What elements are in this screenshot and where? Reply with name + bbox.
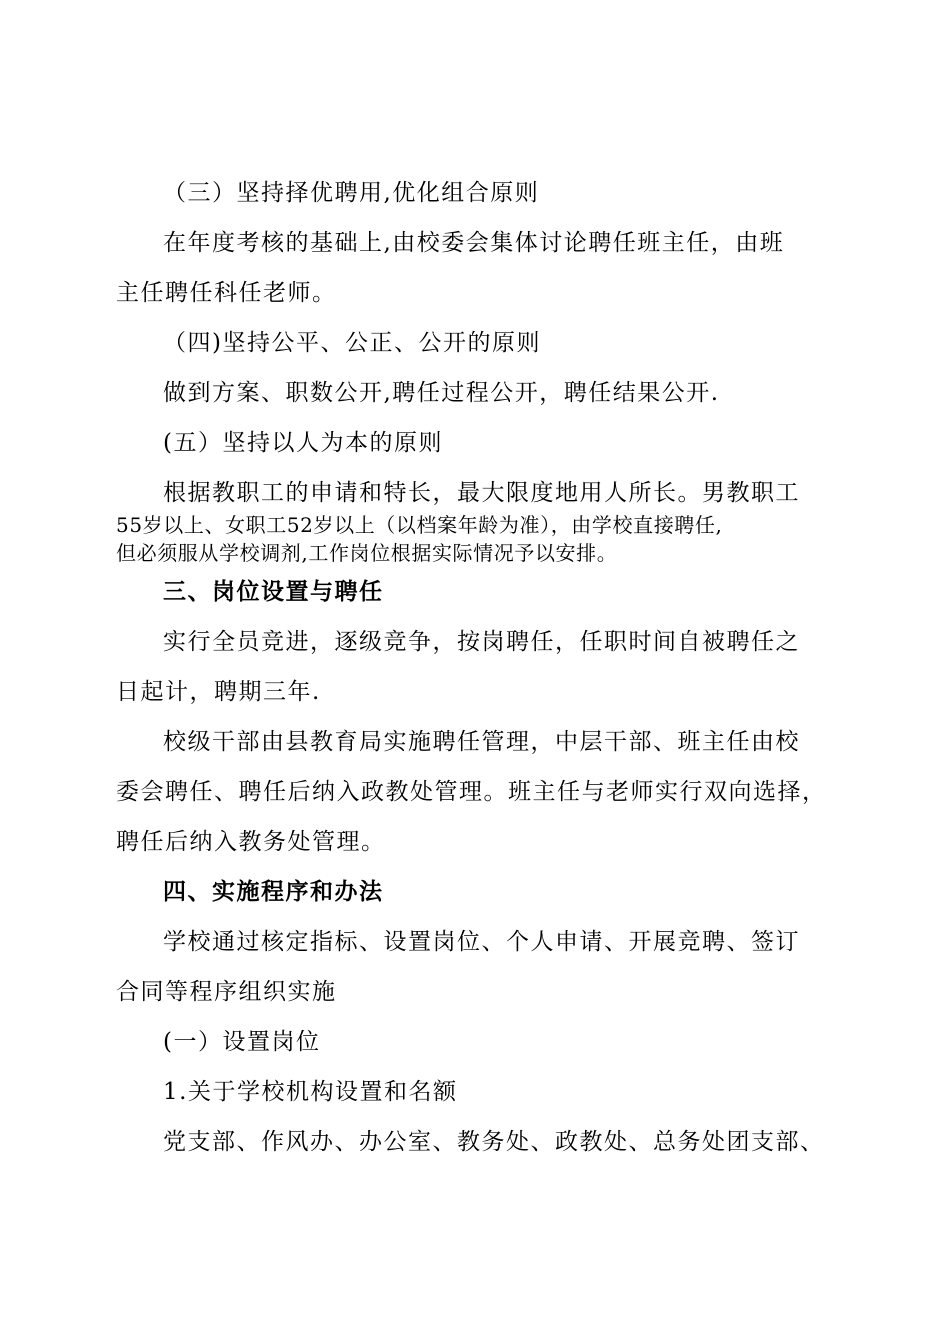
heading-principle-5: (五）坚持以人为本的原则 <box>163 430 443 456</box>
section-heading-3: 三、岗位设置与聘任 <box>163 579 384 605</box>
paragraph-line: 合同等程序组织实施 <box>116 979 337 1005</box>
paragraph-line: 实行全员竞进，逐级竞争，按岗聘任，任职时间自被聘任之 <box>163 629 800 655</box>
paragraph-line: 根据教职工的申请和特长，最大限度地用人所长。男教职工 <box>163 480 800 506</box>
paragraph-line: 校级干部由县教育局实施聘任管理，中层干部、班主任由校 <box>163 729 800 755</box>
heading-principle-3: （三）坚持择优聘用,优化组合原则 <box>163 180 540 206</box>
subheading-set-positions: (一）设置岗位 <box>163 1029 321 1055</box>
section-heading-4: 四、实施程序和办法 <box>163 879 384 905</box>
paragraph-line: 55岁以上、女职工52岁以上（以档案年龄为准），由学校直接聘任, <box>116 513 723 537</box>
paragraph-line: 党支部、作风办、办公室、教务处、政教处、总务处团支部、 <box>163 1129 825 1155</box>
paragraph-line: 做到方案、职数公开,聘任过程公开，聘任结果公开. <box>163 380 720 406</box>
paragraph-line: 主任聘任科任老师。 <box>116 280 337 306</box>
list-item-heading: 1.关于学校机构设置和名额 <box>163 1079 458 1105</box>
paragraph-line: 学校通过核定指标、设置岗位、个人申请、开展竞聘、签订 <box>163 929 800 955</box>
paragraph-line: 日起计，聘期三年. <box>116 679 321 705</box>
heading-principle-4: （四)坚持公平、公正、公开的原则 <box>163 330 541 356</box>
paragraph-line: 委会聘任、聘任后纳入政教处管理。班主任与老师实行双向选择， <box>116 779 827 805</box>
paragraph-line: 聘任后纳入教务处管理。 <box>116 829 386 855</box>
paragraph-line: 在年度考核的基础上,由校委会集体讨论聘任班主任，由班 <box>163 230 785 256</box>
paragraph-line: 但必须服从学校调剂,工作岗位根据实际情况予以安排。 <box>116 541 618 565</box>
